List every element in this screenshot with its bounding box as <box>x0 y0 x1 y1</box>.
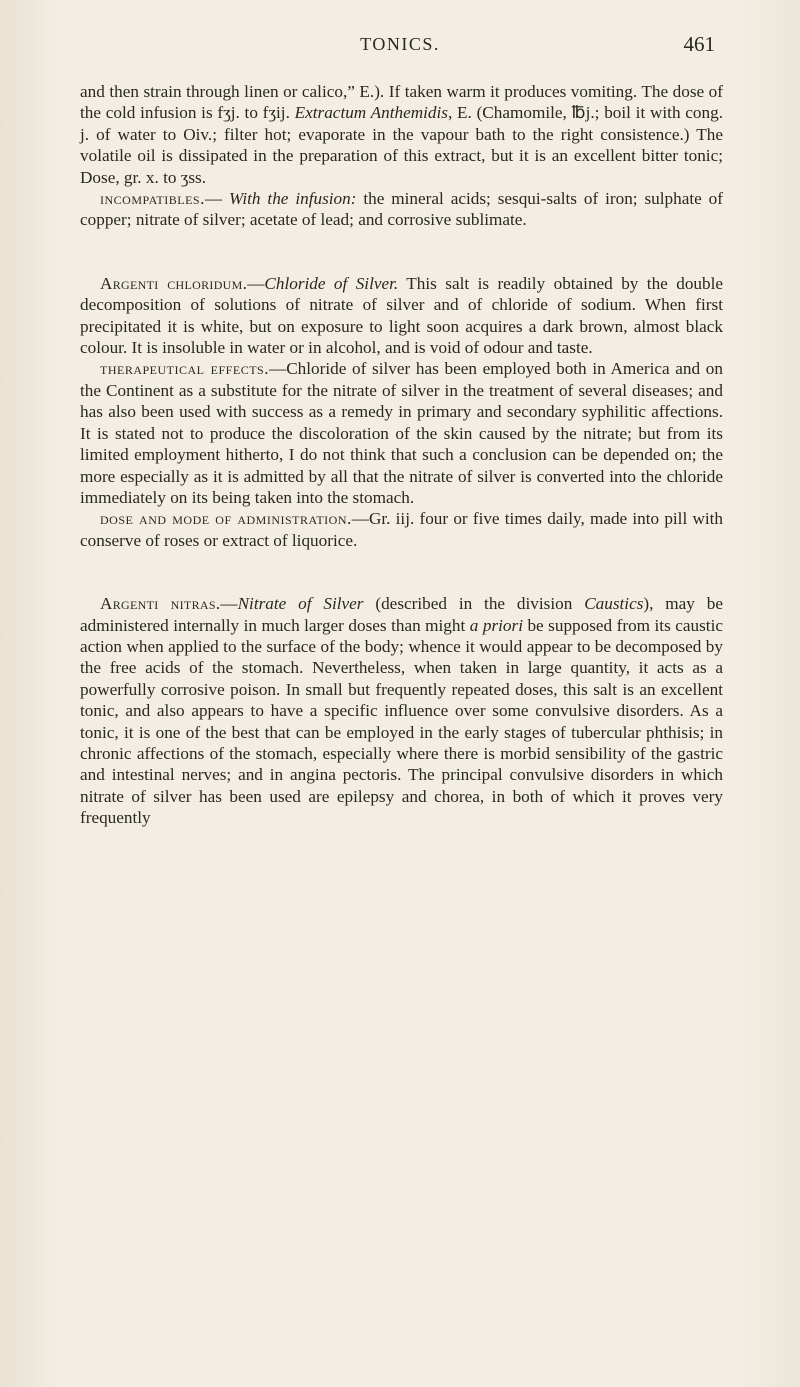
text-run: (described in the division <box>363 594 585 614</box>
text-run: , E. (Chamomile, ℔j.; boil it with cong. j. of water to Oiv.; filter hot; evaporate in the vapour bath to the right consistence.) The volatile oil is dissipated in the preparation of this extract, but it is an excellent bitter tonic; Dose, gr. x. to ʒss. <box>80 103 723 187</box>
entry-heading-argenti-nitras: Argenti nitras. <box>100 594 221 614</box>
section-spacer <box>80 551 723 593</box>
running-title: TONICS. <box>360 34 440 54</box>
italic-term-extractum-anthemidis: Extractum Anthemidis <box>294 103 448 123</box>
section-spacer <box>80 231 723 273</box>
page-number: 461 <box>683 32 715 56</box>
text-run: —Gr. iij. four or five times daily, made into pill with conserve of roses or extract of liquorice. <box>80 509 723 550</box>
paragraph-therapeutical-effects <box>80 358 723 508</box>
paragraph-argenti-chloridum <box>80 273 723 359</box>
italic-lead: With the infusion: <box>228 189 357 209</box>
entry-heading-argenti-chloridum: Argenti chloridum. <box>100 273 248 293</box>
section-heading-therapeutical-effects: therapeutical effects. <box>100 359 269 379</box>
page-header <box>85 32 715 62</box>
text-run: — <box>220 594 238 614</box>
text-run: — <box>204 189 229 209</box>
paragraph-incompatibles <box>80 188 723 231</box>
text-run: — <box>247 273 265 293</box>
italic-term-a-priori: a priori <box>469 615 523 635</box>
paragraph-argenti-nitras <box>80 593 723 828</box>
text-run: —Chloride of silver has been employed both in America and on the Continent as a substitute for the nitrate of silver in the treatment of several diseases; and has also been used with success as a remedy in primary and secondary syphilitic affections. It is stated not to produce the discoloration of the skin caused by the nitrate; but from its limited employment hitherto, I do not think that such a conclusion can be depended on; the more especially as it is admitted by all that the nitrate of silver is converted into the chloride immediately on its being taken into the stomach. <box>80 359 723 507</box>
text-run: This salt is readily obtained by the double decomposition of solutions of nitrate of silver and of chloride of sodium. When first precipitated it is white, but on exposure to light soon acquires a dark brown, almost black colour. It is insoluble in water or in alcohol, and is void of odour and taste. <box>80 273 723 358</box>
text-run: the mineral acids; sesqui-salts of iron; sulphate of copper; nitrate of silver; acetate of lead; and corrosive sublimate. <box>80 189 723 230</box>
section-heading-incompatibles: incompatibles. <box>100 189 205 209</box>
italic-term-nitrate-of-silver: Nitrate of Silver <box>237 594 364 614</box>
text-run: be supposed from its caustic action when applied to the surface of the body; whence it would appear to be decomposed by the free acids of the stomach. Nevertheless, when taken in large quantity, it acts as a powerfully corrosive poison. In small but frequently repeated doses, this salt is an excellent tonic, and also appears to have a specific influence over some convulsive disorders. As a tonic, it is one of the best that can be employed in the early stages of tubercular phthisis; in chronic affections of the stomach, especially where there is morbid sensibility of the gastric and intestinal nerves; and in angina pectoris. The principal convulsive disorders in which nitrate of silver has been used are epilepsy and chorea, in both of which it proves very frequently <box>80 615 723 828</box>
paragraph-dose-and-mode <box>80 508 723 551</box>
text-run: and then strain through linen or calico,” E.). If taken warm it produces vomiting. The dose of the cold infusion is fʒj. to fʒij. <box>80 82 723 123</box>
section-heading-dose: dose and mode of administration. <box>100 509 352 529</box>
text-run: ), may be administered internally in much larger doses than might <box>80 594 723 635</box>
body-text <box>80 81 723 829</box>
italic-term-caustics: Caustics <box>584 594 644 614</box>
paragraph-chamomile-continuation <box>80 81 723 188</box>
italic-term-chloride-of-silver: Chloride of Silver. <box>264 273 399 293</box>
